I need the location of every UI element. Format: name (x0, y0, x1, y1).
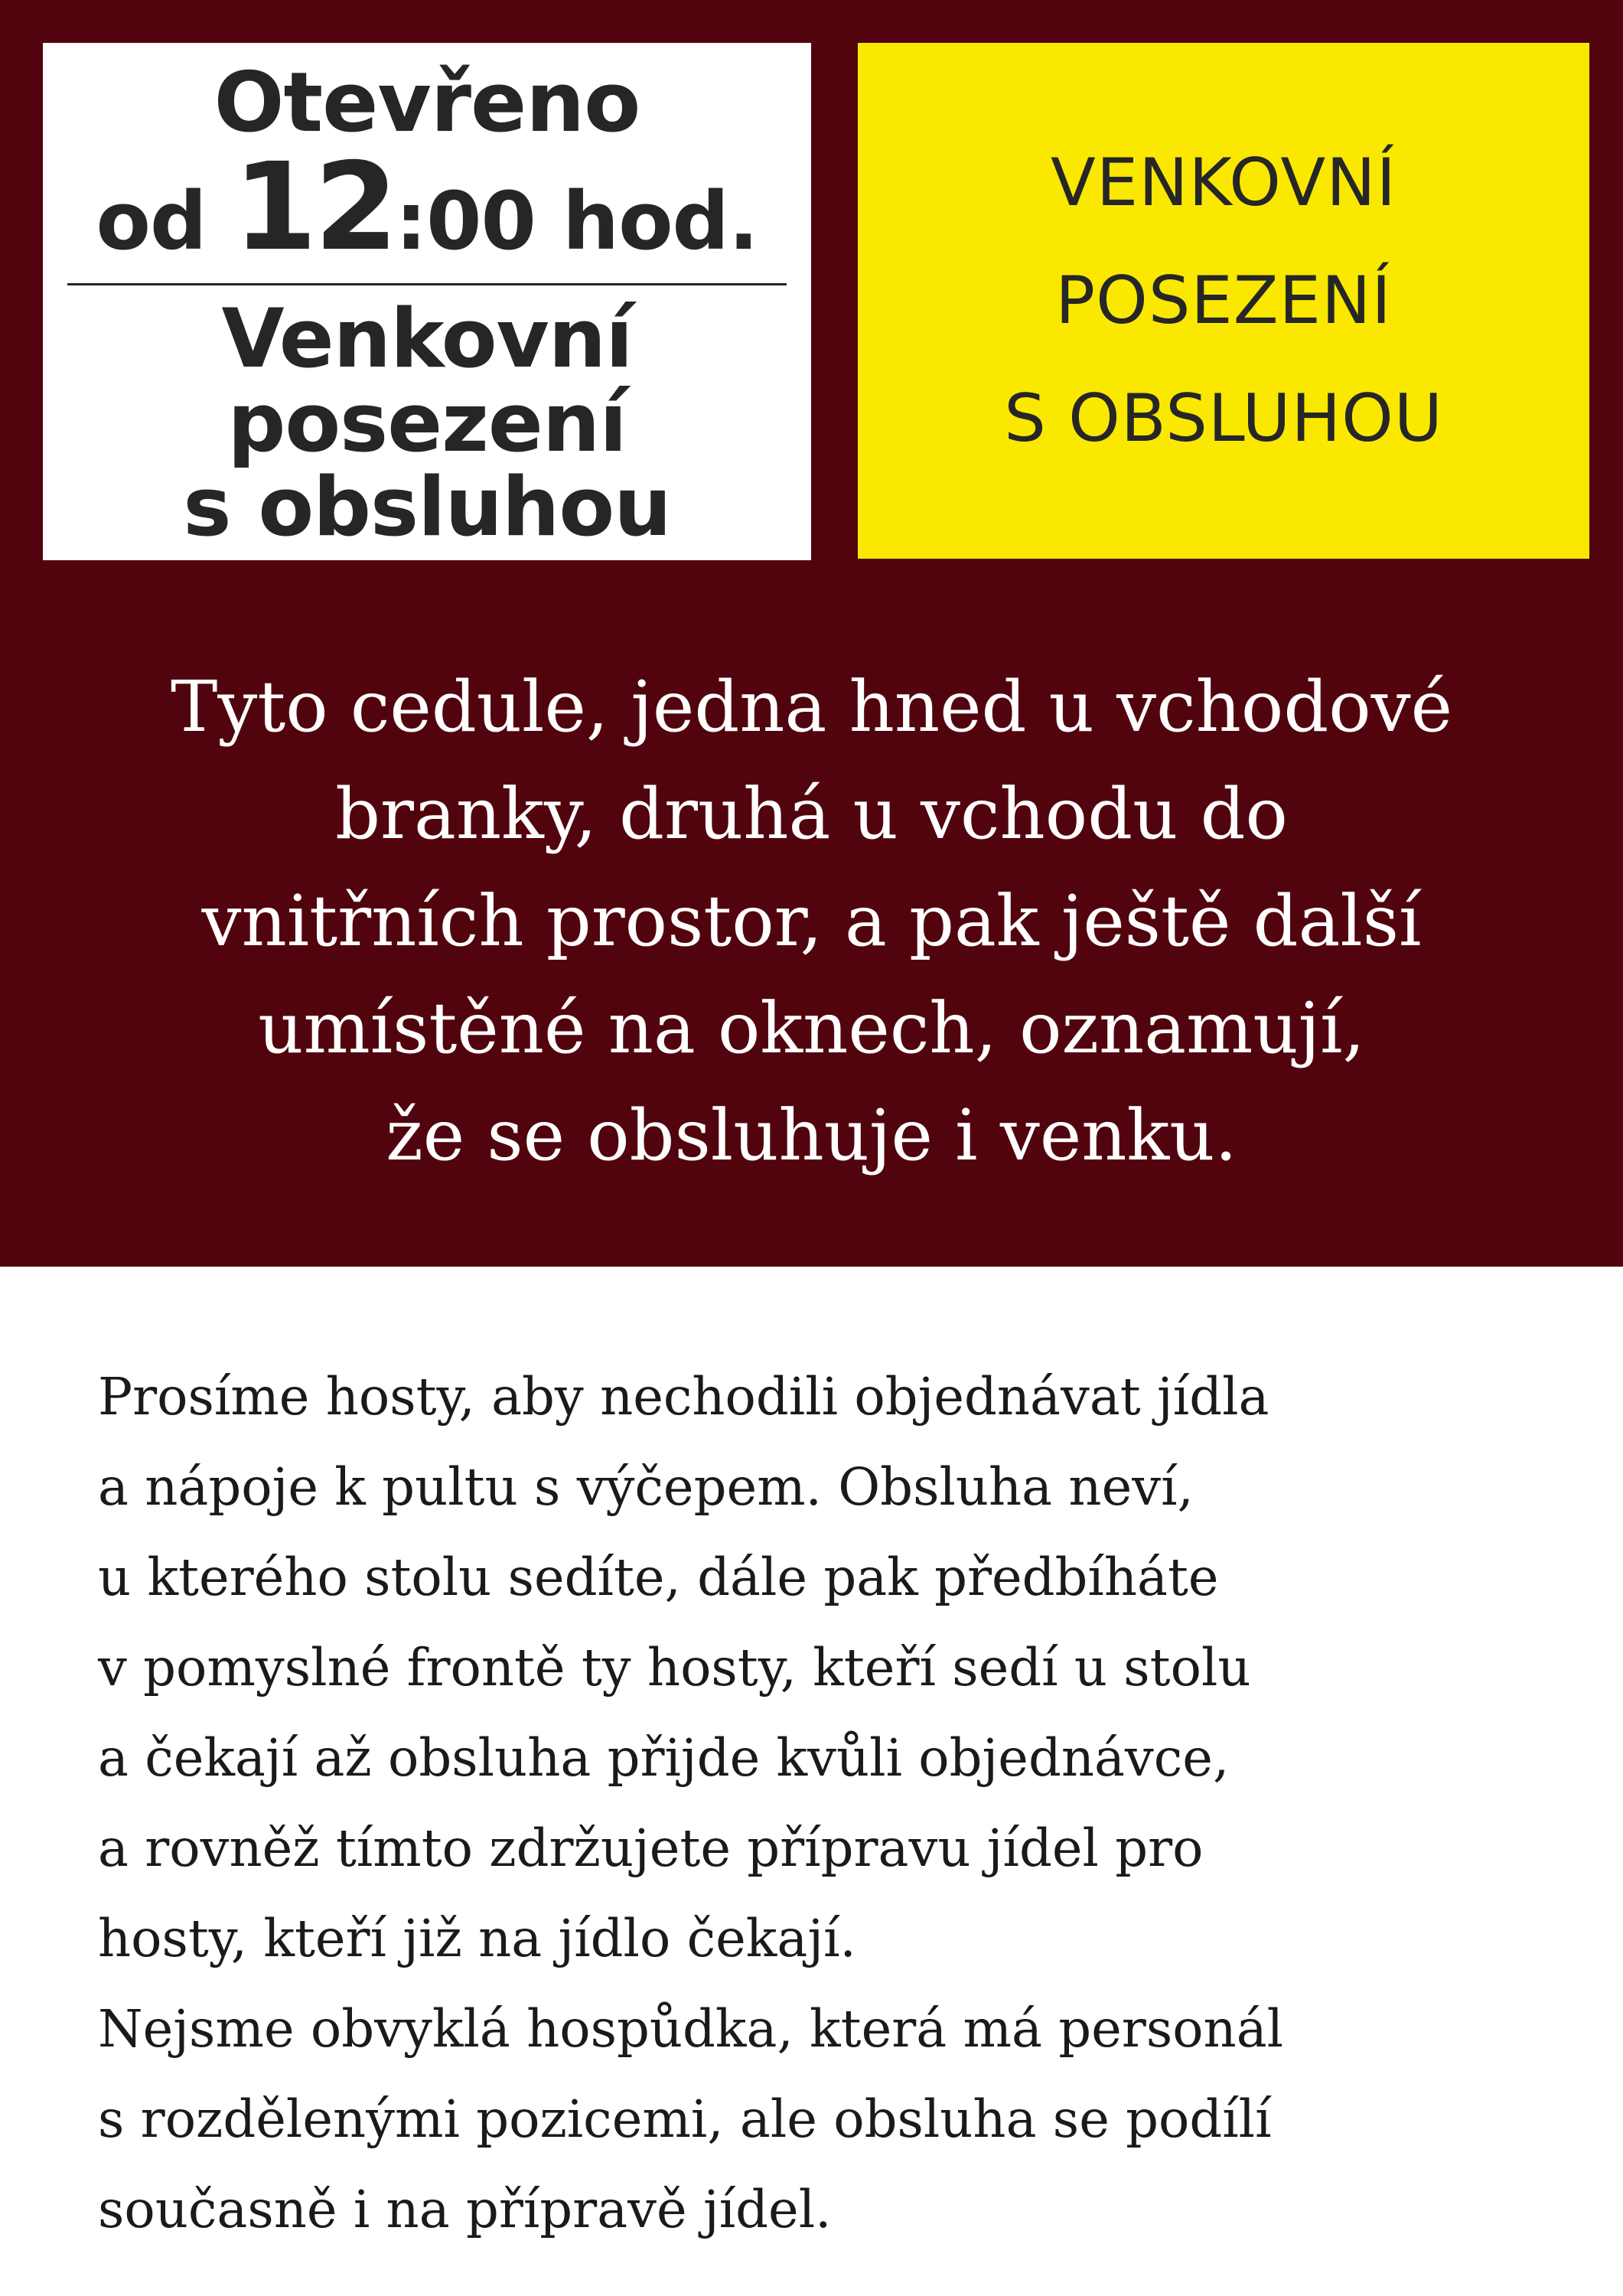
yellow-sign-line: S OBSLUHOU (1004, 380, 1443, 457)
yellow-sign-line: POSEZENÍ (1055, 263, 1392, 339)
notice-line: Prosíme hosty, aby nechodili objednávat jídla (98, 1367, 1269, 1427)
open-word: Otevřeno (213, 55, 640, 151)
caption-line: umístěné na oknech, oznamují, (258, 987, 1365, 1069)
caption-line: že se obsluhuje i venku. (386, 1094, 1237, 1176)
caption-text (46, 654, 1577, 1189)
notice-line: hosty, kteří již na jídlo čekají. (98, 1909, 856, 1968)
white-sign-line: Venkovní (221, 292, 633, 386)
guest-notice (98, 1352, 1598, 2255)
outdoor-seating-text (43, 292, 811, 554)
white-sign-line: posezení (227, 376, 627, 470)
notice-line: a nápoje k pultu s výčepem. Obsluha neví, (98, 1457, 1194, 1517)
caption-line: branky, druhá u vchodu do (335, 773, 1288, 855)
outdoor-seating-sign (858, 43, 1589, 559)
notice-line: u kterého stolu sedíte, dále pak předbíháte (98, 1548, 1219, 1607)
opening-time (43, 137, 811, 279)
notice-line: Nejsme obvyklá hospůdka, která má personál (98, 1999, 1284, 2059)
time-hours: 12 (233, 137, 396, 278)
notice-line: současně i na přípravě jídel. (98, 2180, 832, 2239)
notice-line: a čekají až obsluha přijde kvůli objednávce, (98, 1728, 1230, 1788)
yellow-sign-text (858, 124, 1589, 478)
caption-line: Tyto cedule, jedna hned u vchodové (170, 666, 1453, 748)
notice-line: v pomyslné frontě ty hosty, kteří sedí u stolu (98, 1638, 1251, 1698)
yellow-sign-line: VENKOVNÍ (1051, 145, 1396, 221)
divider-line (67, 283, 787, 285)
notice-line: a rovněž tímto zdržujete přípravu jídel pro (98, 1818, 1204, 1878)
white-sign-line: s obsluhou (183, 460, 671, 554)
from-word: od (96, 174, 207, 268)
notice-line: s rozdělenými pozicemi, ale obsluha se podílí (98, 2089, 1272, 2149)
time-rest: :00 hod. (395, 174, 758, 268)
opening-hours-sign (43, 43, 811, 560)
caption-line: vnitřních prostor, a pak ještě další (201, 880, 1422, 962)
